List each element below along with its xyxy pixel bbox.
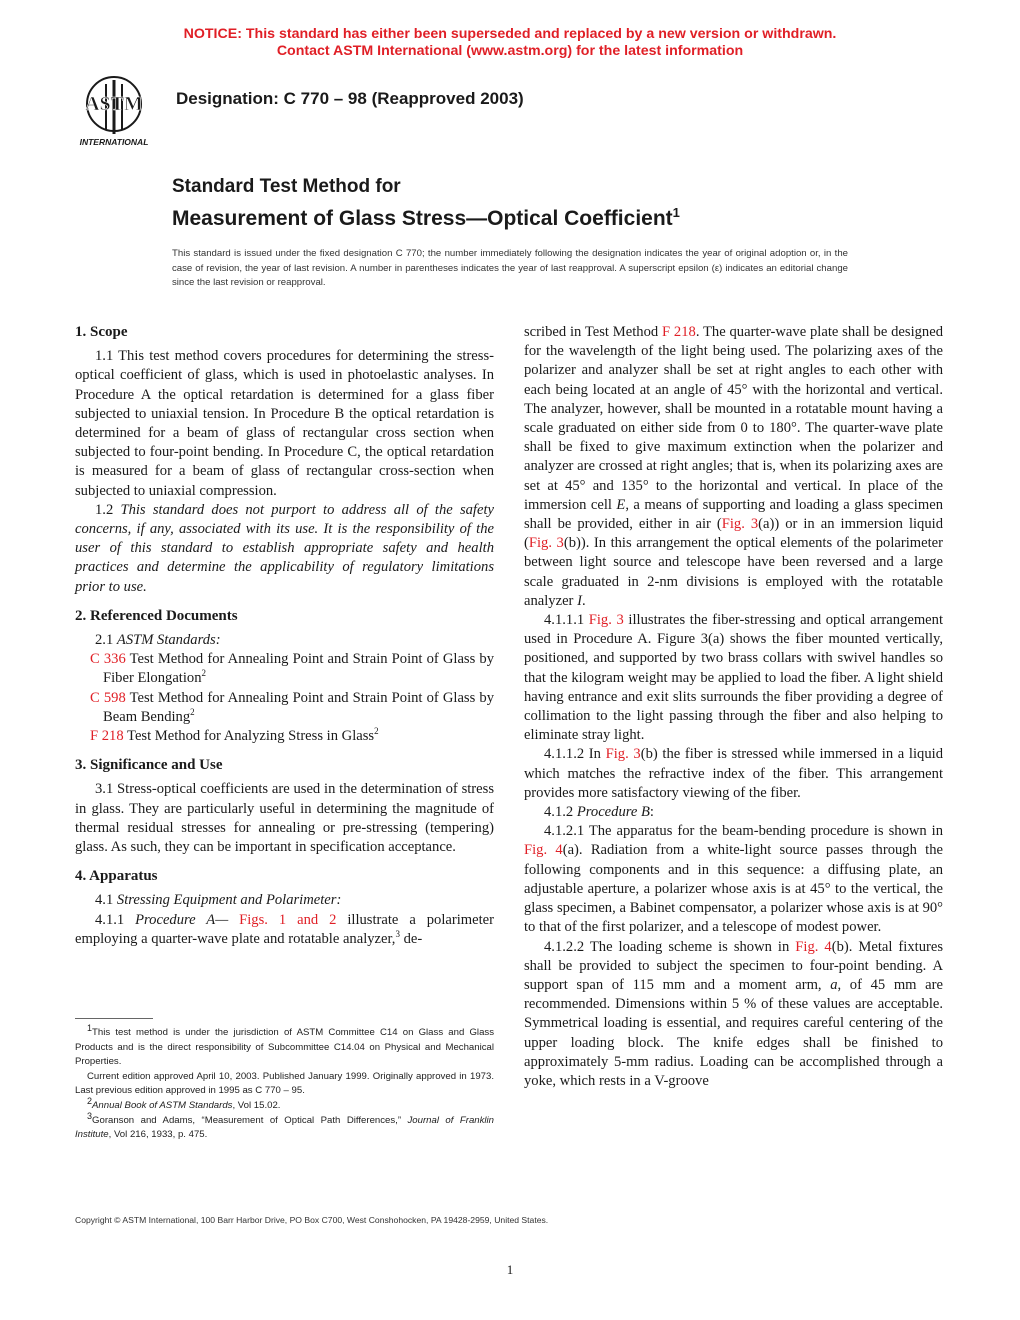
notice-line-1: NOTICE: This standard has either been superseded and replaced by a new version or withdrawn. — [183, 26, 837, 42]
apparatus-heading: 4. Apparatus — [75, 868, 158, 885]
footnote-1-edition: Current edition approved April 10, 2003. Published January 1999. Originally approved in 1973. Last previous edition approved in 1995 as C 770 – 95. — [75, 1070, 494, 1097]
fig-3a-link[interactable]: Fig. 3 — [721, 516, 759, 533]
ref-link-c336[interactable]: C 336 — [90, 651, 126, 668]
notice-line-2: Contact ASTM International (www.astm.org) for the latest information — [276, 43, 744, 59]
significance-3-1: 3.1 Stress-optical coefficients are used in the determination of stress in glass. They are particularly useful in determining the magnitude of thermal residual stresses for annealing or pre-stressing (tempering) glass. As such, they can be important in specification acceptance. — [75, 781, 494, 856]
footnote-1: 1This test method is under the jurisdiction of ASTM Committee C14 on Glass and Glass Products and is the direct responsibility of Subcommittee C14.04 on Physical and Mechanical Properties. — [75, 1022, 494, 1068]
scope-heading: 1. Scope — [75, 324, 128, 340]
title-line-1: Standard Test Method for — [172, 176, 401, 197]
title-footnote-mark: 1 — [672, 205, 680, 220]
refdocs-heading: 2. Referenced Documents — [75, 607, 238, 624]
superseded-notice — [0, 26, 1020, 60]
significance-heading: 3. Significance and Use — [75, 757, 223, 774]
apparatus-4-1: 4.1 Stressing Equipment and Polarimeter: — [95, 892, 342, 909]
footnotes — [75, 1022, 495, 1143]
f218-link[interactable]: F 218 — [661, 324, 696, 340]
figs-1-2-link[interactable]: Figs. 1 and 2 — [239, 911, 337, 928]
para-4-1-2-1: 4.1.2.1 The apparatus for the beam-bending procedure is shown in Fig. 4(a). Radiation from a white-light source passes through the following components and in this sequence: a diffusing plate, an adjustable aperture, a polarizer whose axis is at 45° to the vertical, the glass specimen, a Babinet compensator, a polarizer whose axis is at 90° to that of the first polarizer, and a telescope of modest power. — [524, 823, 943, 936]
ref-item-c598: C 598 Test Method for Annealing Point and Strain Point of Glass by Beam Bending$^2$ — [90, 689, 494, 725]
right-column — [524, 323, 943, 1091]
refdocs-intro: 2.1 ASTM Standards: — [95, 632, 221, 649]
fig-3b-link[interactable]: Fig. 3 — [528, 535, 564, 552]
fig-4a-link[interactable]: Fig. 4 — [524, 842, 563, 859]
designation: Designation: C 770 – 98 (Reapproved 2003) — [176, 89, 524, 108]
scope-1-1: 1.1 This test method covers procedures for determining the stress-optical coefficient of glass, which is used in photoelastic analyses. In Procedure A the optical retardation is determined for a glass fiber subjected to uniaxial tension. In Procedure B the optical retardation is determined for a beam of glass of rectangular cross section when subjected to four-point bending. In Procedure C, the optical retardation is measured for a beam of glass of rectangular cross-section when subjected to uniaxial compression. — [75, 348, 494, 499]
ref-item-c336: C 336 Test Method for Annealing Point and Strain Point of Glass by Fiber Elongation$^2$ — [90, 651, 494, 687]
scope-1-2: 1.2 This standard does not purport to address all of the safety concerns, if any, associated with its use. It is the responsibility of the user of this standard to establish appropriate safety and health practices and determine the applicability of regulatory limitations prior to use. — [75, 501, 494, 595]
svg-text:INTERNATIONAL: INTERNATIONAL — [79, 137, 149, 147]
fig-4b-link[interactable]: Fig. 4 — [795, 938, 832, 955]
fig-3b-link-2[interactable]: Fig. 3 — [605, 746, 641, 763]
document-title — [172, 175, 680, 233]
para-4-1-2: 4.1.2 Procedure B: — [544, 804, 654, 821]
svg-text:ASTM: ASTM — [85, 93, 143, 115]
para-4-1-2-2: 4.1.2.2 The loading scheme is shown in Fig. 4(b). Metal fixtures shall be provided to subject the specimen to four-point bending. A support span of 115 mm and a moment arm, a, of 45 mm are recommended. Dimensions within 5 % of these values are acceptable. Symmetrical loading is essential, and requires careful centering of the upper loading block. The knife edges shall be finished to approximately 5-mm radius. Loading can be accomplished through a yoke, which rests in a V-groove — [524, 938, 944, 1089]
ref-link-c598[interactable]: C 598 — [90, 689, 126, 706]
fig-3-link[interactable]: Fig. 3 — [588, 612, 624, 629]
ref-link-f218[interactable]: F 218 — [90, 728, 124, 745]
ref-item-f218: F 218 Test Method for Analyzing Stress in Glass$^2$ — [90, 726, 379, 745]
footnote-2: 2Annual Book of ASTM Standards, Vol 15.02. — [87, 1095, 281, 1111]
page-number: 1 — [506, 1262, 514, 1277]
left-column — [75, 323, 494, 949]
footnote-3: 3Goranson and Adams, “Measurement of Optical Path Differences,” Journal of Franklin Institute, Vol 216, 1933, p. 475. — [75, 1110, 495, 1141]
apparatus-4-1-1: 4.1.1 Procedure A— Figs. 1 and 2 illustrate a polarimeter employing a quarter-wave plate and rotatable analyzer,$^3$ de- — [75, 911, 495, 947]
para-4-1-1-1: 4.1.1.1 Fig. 3 illustrates the fiber-stressing and optical arrangement used in Procedure A. Figure 3(a) shows the fiber mounted vertically, positioned, and supported by two brass collars with swivel handles so that the kilogram weight may be applied to load the fiber. A light shield having entrance and exit slits surrounds the fiber providing a degree of collimation to the light passing through the fiber and also helping to eliminate stray light. — [524, 612, 944, 744]
apparatus-continued: scribed in Test Method F 218. The quarter-wave plate shall be designed for the wavelength of the light being used. The polarizing axes of the polarizer and analyzer shall be set at right angles to each other with each being located at an angle of 45° with the horizontal and vertical. The analyzer, however, shall be mounted in a rotatable mount having a scale graduated on either side from 0 to 180°. The quarter-wave plate shall be fixed to give maximum extinction when the polarizer and analyzer are crossed at right angles; that is, when its polarizing axes are set at 45° and 135° to the horizontal and vertical. In place of the immersion cell E, a means of supporting and loading a glass specimen shall be provided, either in air (Fig. 3(a)) or in an immersion liquid (Fig. 3(b)). In this arrangement the optical elements of the polarimeter between light source and telescope have been reversed and a large scale graduated in 2-nm divisions is employed with the rotatable analyzer I. — [524, 324, 944, 609]
issued-note: This standard is issued under the fixed designation C 770; the number immediately following the designation indicates the year of original adoption or, in the case of revision, the year of last revision. A number in parentheses indicates the year of last reapproval. A superscript epsilon (ε) indicates an editorial change since the last revision or reapproval. — [172, 248, 848, 289]
astm-logo — [66, 74, 162, 150]
footnote-rule — [75, 1018, 153, 1019]
copyright-line: Copyright © ASTM International, 100 Barr Harbor Drive, PO Box C700, West Conshohocken, PA 19428-2959, United States. — [75, 1215, 549, 1225]
para-4-1-1-2: 4.1.1.2 In Fig. 3(b) the fiber is stressed while immersed in a liquid which matches the refractive index of the fiber. This arrangement provides more satisfactory viewing of the fiber. — [524, 746, 943, 801]
title-line-2: Measurement of Glass Stress—Optical Coefficient$^1$ — [172, 205, 680, 230]
